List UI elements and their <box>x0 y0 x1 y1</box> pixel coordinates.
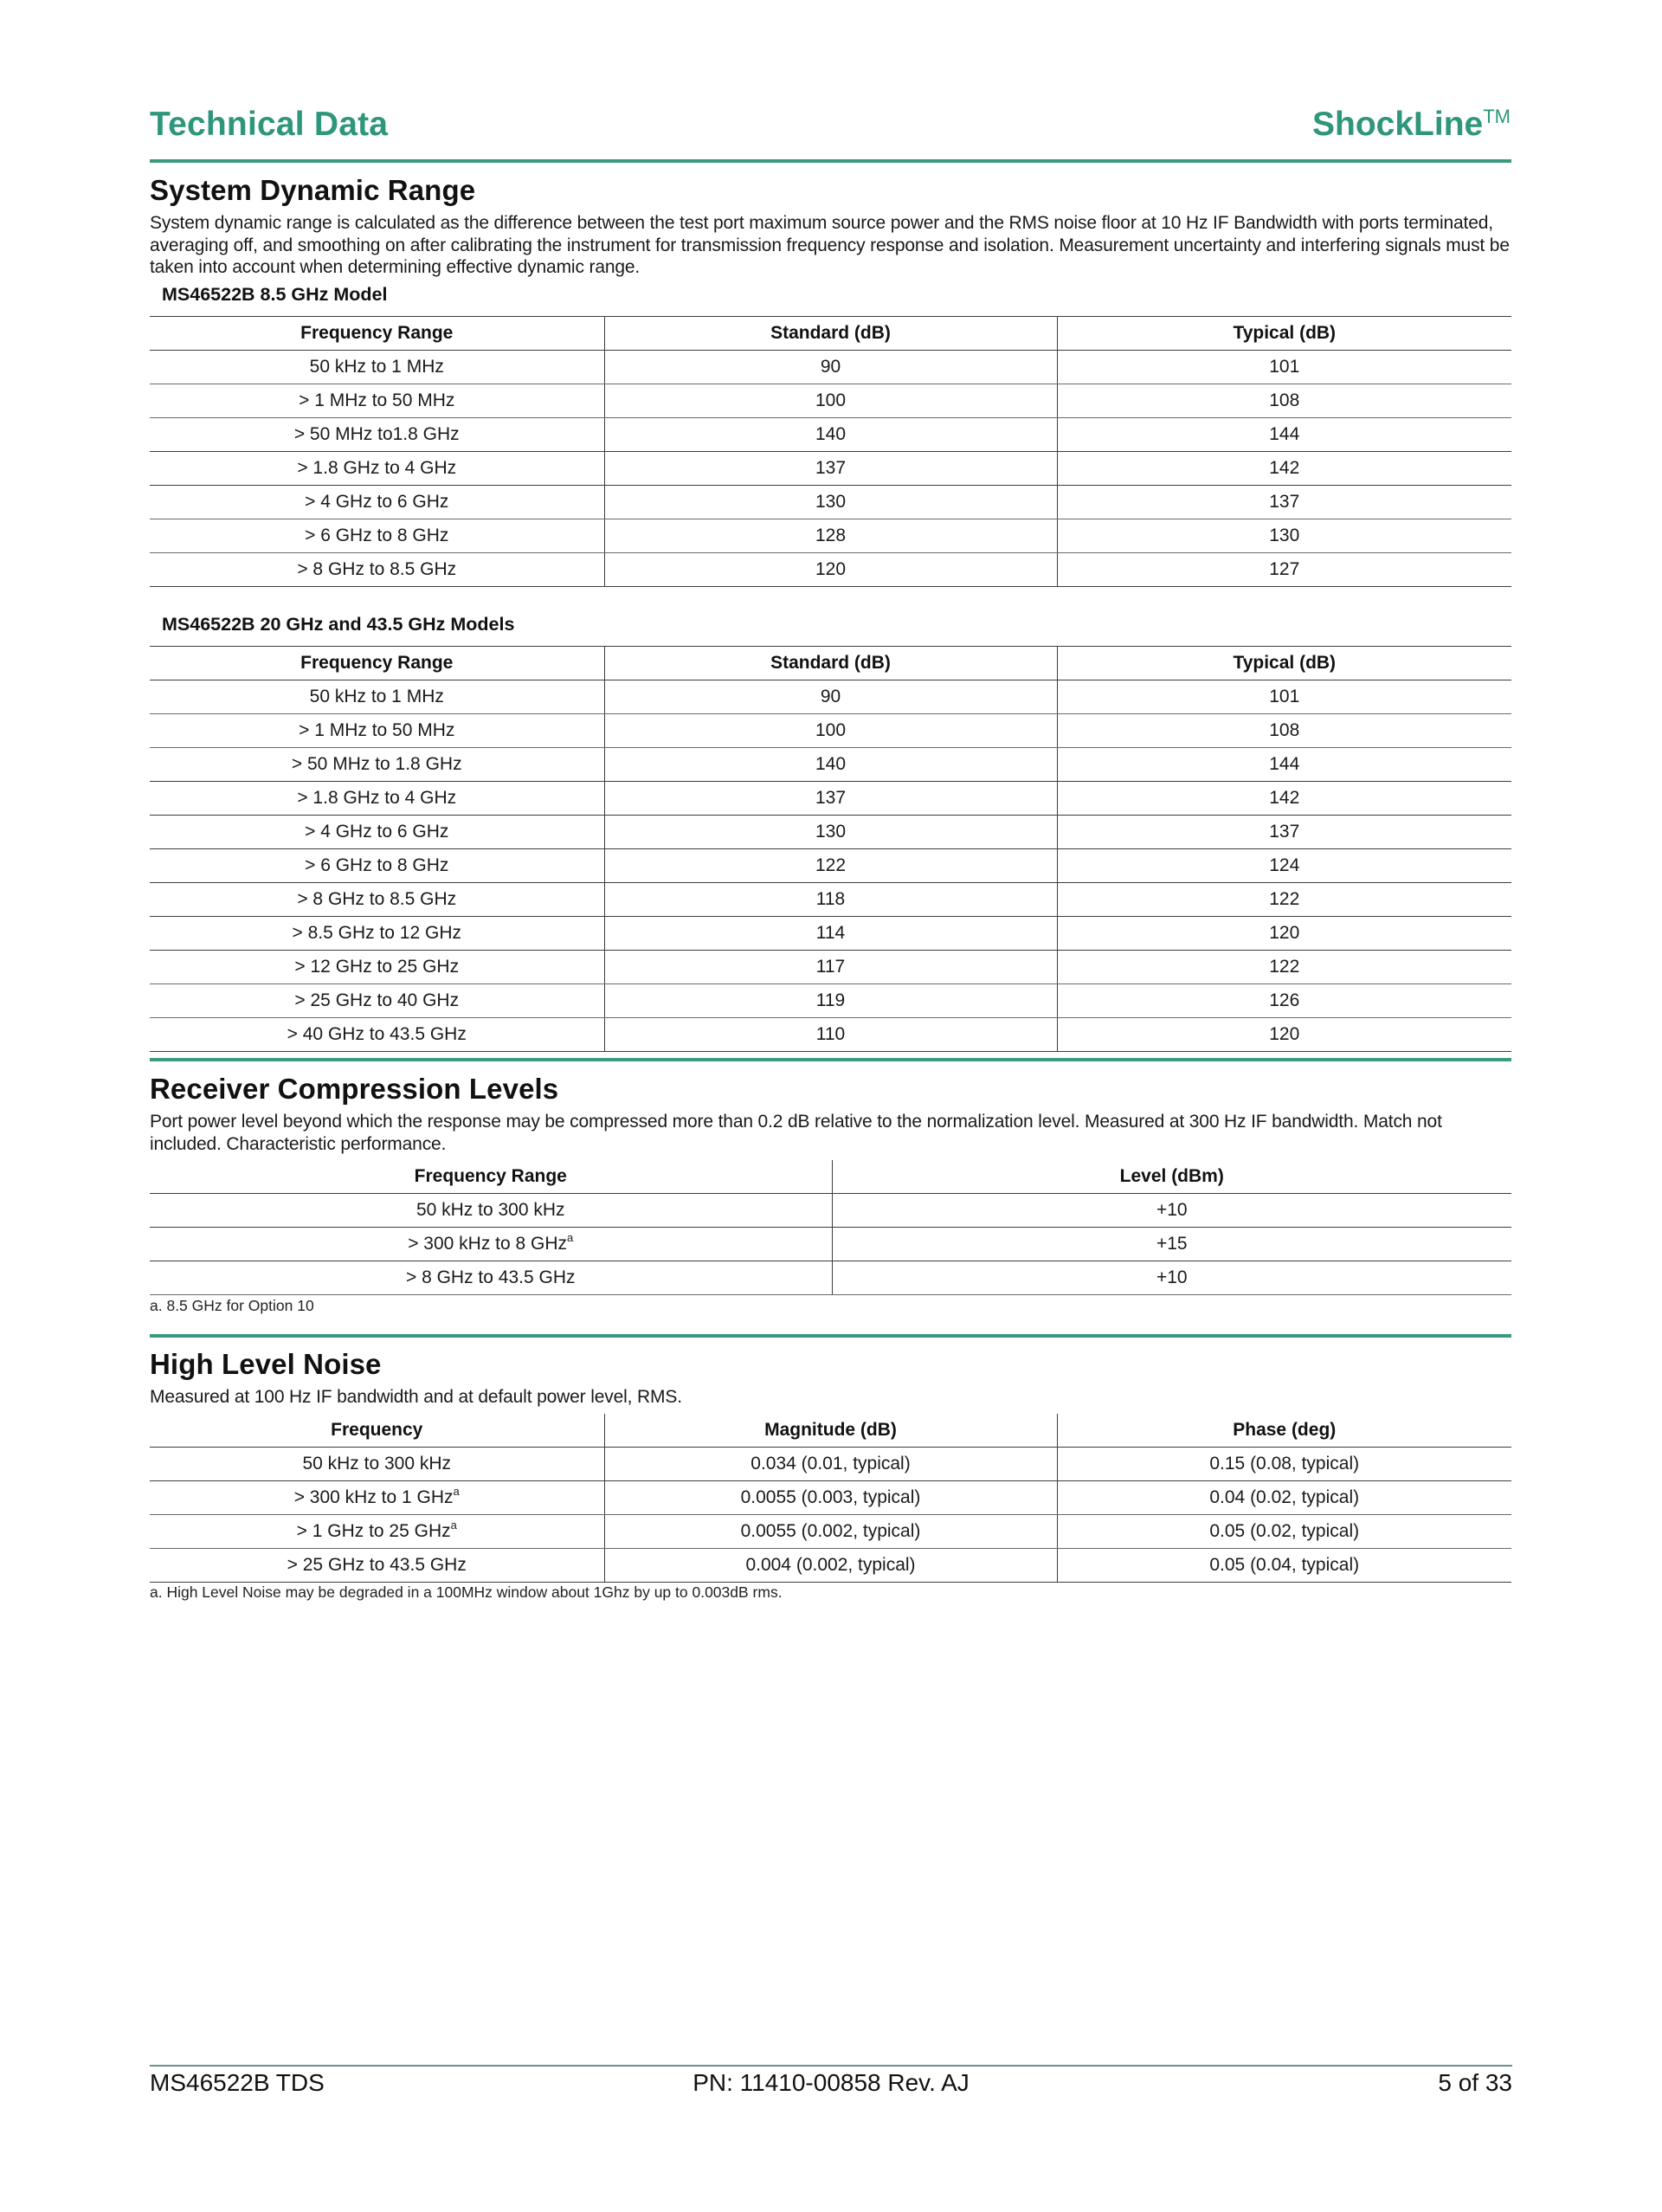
typical-db-cell: 101 <box>1057 351 1511 384</box>
table-row <box>150 748 1511 782</box>
section-divider <box>150 1334 1511 1338</box>
standard-db-cell: 130 <box>604 816 1057 849</box>
frequency-text: 50 kHz to 300 kHz <box>302 1454 452 1474</box>
column-header: Typical (dB) <box>1057 647 1511 680</box>
table-row <box>150 680 1511 714</box>
table-row <box>150 553 1511 587</box>
level-cell: +10 <box>832 1194 1511 1228</box>
receiver-compression-description: Port power level beyond which the response may be compressed more than 0.2 dB relative to the normalization level. Measured at 300 Hz IF bandwidth. Match not included. Characteristic performance. <box>150 1112 1442 1154</box>
footnote-marker: a <box>567 1231 574 1244</box>
high-level-noise-table <box>150 1414 1511 1583</box>
high-level-noise-description: Measured at 100 Hz IF bandwidth and at default power level, RMS. <box>150 1387 682 1407</box>
frequency-cell <box>150 1549 604 1583</box>
typical-db-cell: 126 <box>1057 984 1511 1018</box>
typical-db-cell: 130 <box>1057 519 1511 553</box>
typical-db-cell: 108 <box>1057 714 1511 748</box>
table-row <box>150 849 1511 883</box>
page-header-title: Technical Data <box>150 106 389 143</box>
frequency-range-cell: > 50 MHz to1.8 GHz <box>150 418 604 452</box>
typical-db-cell: 108 <box>1057 384 1511 418</box>
section-heading-receiver-compression: Receiver Compression Levels <box>150 1073 559 1105</box>
typical-db-cell: 142 <box>1057 452 1511 486</box>
column-header: Magnitude (dB) <box>604 1414 1057 1448</box>
magnitude-cell: 0.004 (0.002, typical) <box>604 1549 1057 1583</box>
table-row <box>150 1549 1511 1583</box>
table-row <box>150 519 1511 553</box>
standard-db-cell: 118 <box>604 883 1057 917</box>
system-dynamic-range-description: System dynamic range is calculated as the difference between the test port maximum source power and the RMS noise floor at 10 Hz IF Bandwidth with ports terminated, averaging off, and smoothing on after calibrating the instrument for transmission frequency response and isolation. Measurement uncertainty and interfering signals must be taken into account when determining effective dynamic range. <box>150 213 1510 277</box>
typical-db-cell: 122 <box>1057 951 1511 984</box>
table-row <box>150 951 1511 984</box>
part-number-text: PN: 11410-00858 Rev. AJ <box>692 2069 970 2096</box>
column-header: Typical (dB) <box>1057 317 1511 351</box>
standard-db-cell: 128 <box>604 519 1057 553</box>
frequency-range-cell: > 1.8 GHz to 4 GHz <box>150 782 604 816</box>
frequency-text: > 25 GHz to 43.5 GHz <box>287 1555 467 1575</box>
table-row <box>150 1261 1511 1295</box>
standard-db-cell: 114 <box>604 917 1057 951</box>
table-label-20-43-5-ghz-models: MS46522B 20 GHz and 43.5 GHz Models <box>162 614 515 635</box>
standard-db-cell: 137 <box>604 452 1057 486</box>
standard-db-cell: 122 <box>604 849 1057 883</box>
table-row <box>150 486 1511 519</box>
column-header: Frequency Range <box>150 317 604 351</box>
table-row <box>150 1481 1511 1515</box>
table-row <box>150 883 1511 917</box>
frequency-range-cell: > 1 MHz to 50 MHz <box>150 714 604 748</box>
table-header-row <box>150 1414 1511 1448</box>
section-heading-high-level-noise: High Level Noise <box>150 1348 382 1380</box>
table-row <box>150 384 1511 418</box>
frequency-range-text: > 300 kHz to 8 GHz <box>408 1234 568 1254</box>
footnote-marker: a <box>450 1519 457 1532</box>
frequency-range-cell: > 6 GHz to 8 GHz <box>150 849 604 883</box>
magnitude-cell: 0.0055 (0.002, typical) <box>604 1515 1057 1549</box>
trademark-mark: TM <box>1483 106 1511 127</box>
table-row <box>150 1228 1511 1261</box>
column-header: Frequency Range <box>150 1160 832 1194</box>
frequency-range-cell: > 8 GHz to 8.5 GHz <box>150 883 604 917</box>
typical-db-cell: 101 <box>1057 680 1511 714</box>
table-row <box>150 782 1511 816</box>
table-header-row <box>150 317 1511 351</box>
column-header: Frequency Range <box>150 647 604 680</box>
column-header: Standard (dB) <box>604 647 1057 680</box>
standard-db-cell: 100 <box>604 714 1057 748</box>
column-header: Frequency <box>150 1414 604 1448</box>
table-row <box>150 816 1511 849</box>
typical-db-cell: 142 <box>1057 782 1511 816</box>
brand-name <box>1312 106 1511 144</box>
level-cell: +10 <box>832 1261 1511 1295</box>
footer-part-number <box>0 2069 1662 2097</box>
frequency-range-text: 50 kHz to 300 kHz <box>416 1200 565 1220</box>
footer-document-name: MS46522B TDS <box>150 2069 325 2096</box>
frequency-range-cell <box>150 1194 832 1228</box>
standard-db-cell: 130 <box>604 486 1057 519</box>
frequency-range-text: > 8 GHz to 43.5 GHz <box>405 1267 576 1287</box>
phase-cell: 0.05 (0.02, typical) <box>1057 1515 1511 1549</box>
frequency-range-cell: > 25 GHz to 40 GHz <box>150 984 604 1018</box>
table-row <box>150 984 1511 1018</box>
frequency-range-cell: 50 kHz to 1 MHz <box>150 680 604 714</box>
frequency-range-cell: > 8 GHz to 8.5 GHz <box>150 553 604 587</box>
brand-text: ShockLine <box>1312 106 1484 143</box>
table-row <box>150 1194 1511 1228</box>
frequency-range-cell: > 12 GHz to 25 GHz <box>150 951 604 984</box>
typical-db-cell: 137 <box>1057 816 1511 849</box>
standard-db-cell: 110 <box>604 1018 1057 1052</box>
typical-db-cell: 144 <box>1057 748 1511 782</box>
standard-db-cell: 100 <box>604 384 1057 418</box>
frequency-range-cell: > 1.8 GHz to 4 GHz <box>150 452 604 486</box>
standard-db-cell: 120 <box>604 553 1057 587</box>
typical-db-cell: 144 <box>1057 418 1511 452</box>
phase-cell: 0.15 (0.08, typical) <box>1057 1448 1511 1481</box>
header-divider <box>150 159 1511 163</box>
typical-db-cell: 137 <box>1057 486 1511 519</box>
standard-db-cell: 90 <box>604 351 1057 384</box>
dynamic-range-table-20-43-5-ghz <box>150 646 1511 1052</box>
frequency-range-cell: > 50 MHz to 1.8 GHz <box>150 748 604 782</box>
footer-divider <box>150 2065 1512 2067</box>
frequency-range-cell: > 40 GHz to 43.5 GHz <box>150 1018 604 1052</box>
phase-cell: 0.04 (0.02, typical) <box>1057 1481 1511 1515</box>
table-row <box>150 1018 1511 1052</box>
frequency-range-cell: > 8.5 GHz to 12 GHz <box>150 917 604 951</box>
table-header-row <box>150 647 1511 680</box>
frequency-range-cell: > 6 GHz to 8 GHz <box>150 519 604 553</box>
table-row <box>150 1515 1511 1549</box>
table-row <box>150 714 1511 748</box>
frequency-text: > 1 GHz to 25 GHz <box>296 1521 451 1541</box>
column-header: Phase (deg) <box>1057 1414 1511 1448</box>
frequency-cell <box>150 1515 604 1549</box>
standard-db-cell: 140 <box>604 748 1057 782</box>
magnitude-cell: 0.0055 (0.003, typical) <box>604 1481 1057 1515</box>
dynamic-range-table-8-5-ghz <box>150 316 1511 587</box>
footnote-marker: a <box>453 1485 460 1498</box>
frequency-range-cell: > 4 GHz to 6 GHz <box>150 816 604 849</box>
level-cell: +15 <box>832 1228 1511 1261</box>
frequency-text: > 300 kHz to 1 GHz <box>293 1487 454 1507</box>
receiver-compression-table <box>150 1160 1511 1295</box>
section-divider <box>150 1058 1511 1061</box>
column-header: Standard (dB) <box>604 317 1057 351</box>
table-row <box>150 452 1511 486</box>
table-header-row <box>150 1160 1511 1194</box>
typical-db-cell: 127 <box>1057 553 1511 587</box>
frequency-cell <box>150 1448 604 1481</box>
frequency-range-cell <box>150 1261 832 1295</box>
footer-page-number: 5 of 33 <box>1438 2069 1512 2096</box>
typical-db-cell: 120 <box>1057 1018 1511 1052</box>
typical-db-cell: 120 <box>1057 917 1511 951</box>
frequency-range-cell <box>150 1228 832 1261</box>
high-level-noise-footnote: a. High Level Noise may be degraded in a 100MHz window about 1Ghz by up to 0.003dB rms. <box>150 1583 783 1601</box>
table-row <box>150 917 1511 951</box>
receiver-compression-footnote: a. 8.5 GHz for Option 10 <box>150 1297 314 1314</box>
table-row <box>150 418 1511 452</box>
standard-db-cell: 119 <box>604 984 1057 1018</box>
typical-db-cell: 124 <box>1057 849 1511 883</box>
table-row <box>150 1448 1511 1481</box>
frequency-cell <box>150 1481 604 1515</box>
section-heading-system-dynamic-range: System Dynamic Range <box>150 174 476 206</box>
standard-db-cell: 140 <box>604 418 1057 452</box>
magnitude-cell: 0.034 (0.01, typical) <box>604 1448 1057 1481</box>
table-label-8-5-ghz-model: MS46522B 8.5 GHz Model <box>162 284 388 305</box>
phase-cell: 0.05 (0.04, typical) <box>1057 1549 1511 1583</box>
frequency-range-cell: 50 kHz to 1 MHz <box>150 351 604 384</box>
column-header: Level (dBm) <box>832 1160 1511 1194</box>
typical-db-cell: 122 <box>1057 883 1511 917</box>
standard-db-cell: 137 <box>604 782 1057 816</box>
standard-db-cell: 90 <box>604 680 1057 714</box>
table-row <box>150 351 1511 384</box>
frequency-range-cell: > 4 GHz to 6 GHz <box>150 486 604 519</box>
standard-db-cell: 117 <box>604 951 1057 984</box>
frequency-range-cell: > 1 MHz to 50 MHz <box>150 384 604 418</box>
